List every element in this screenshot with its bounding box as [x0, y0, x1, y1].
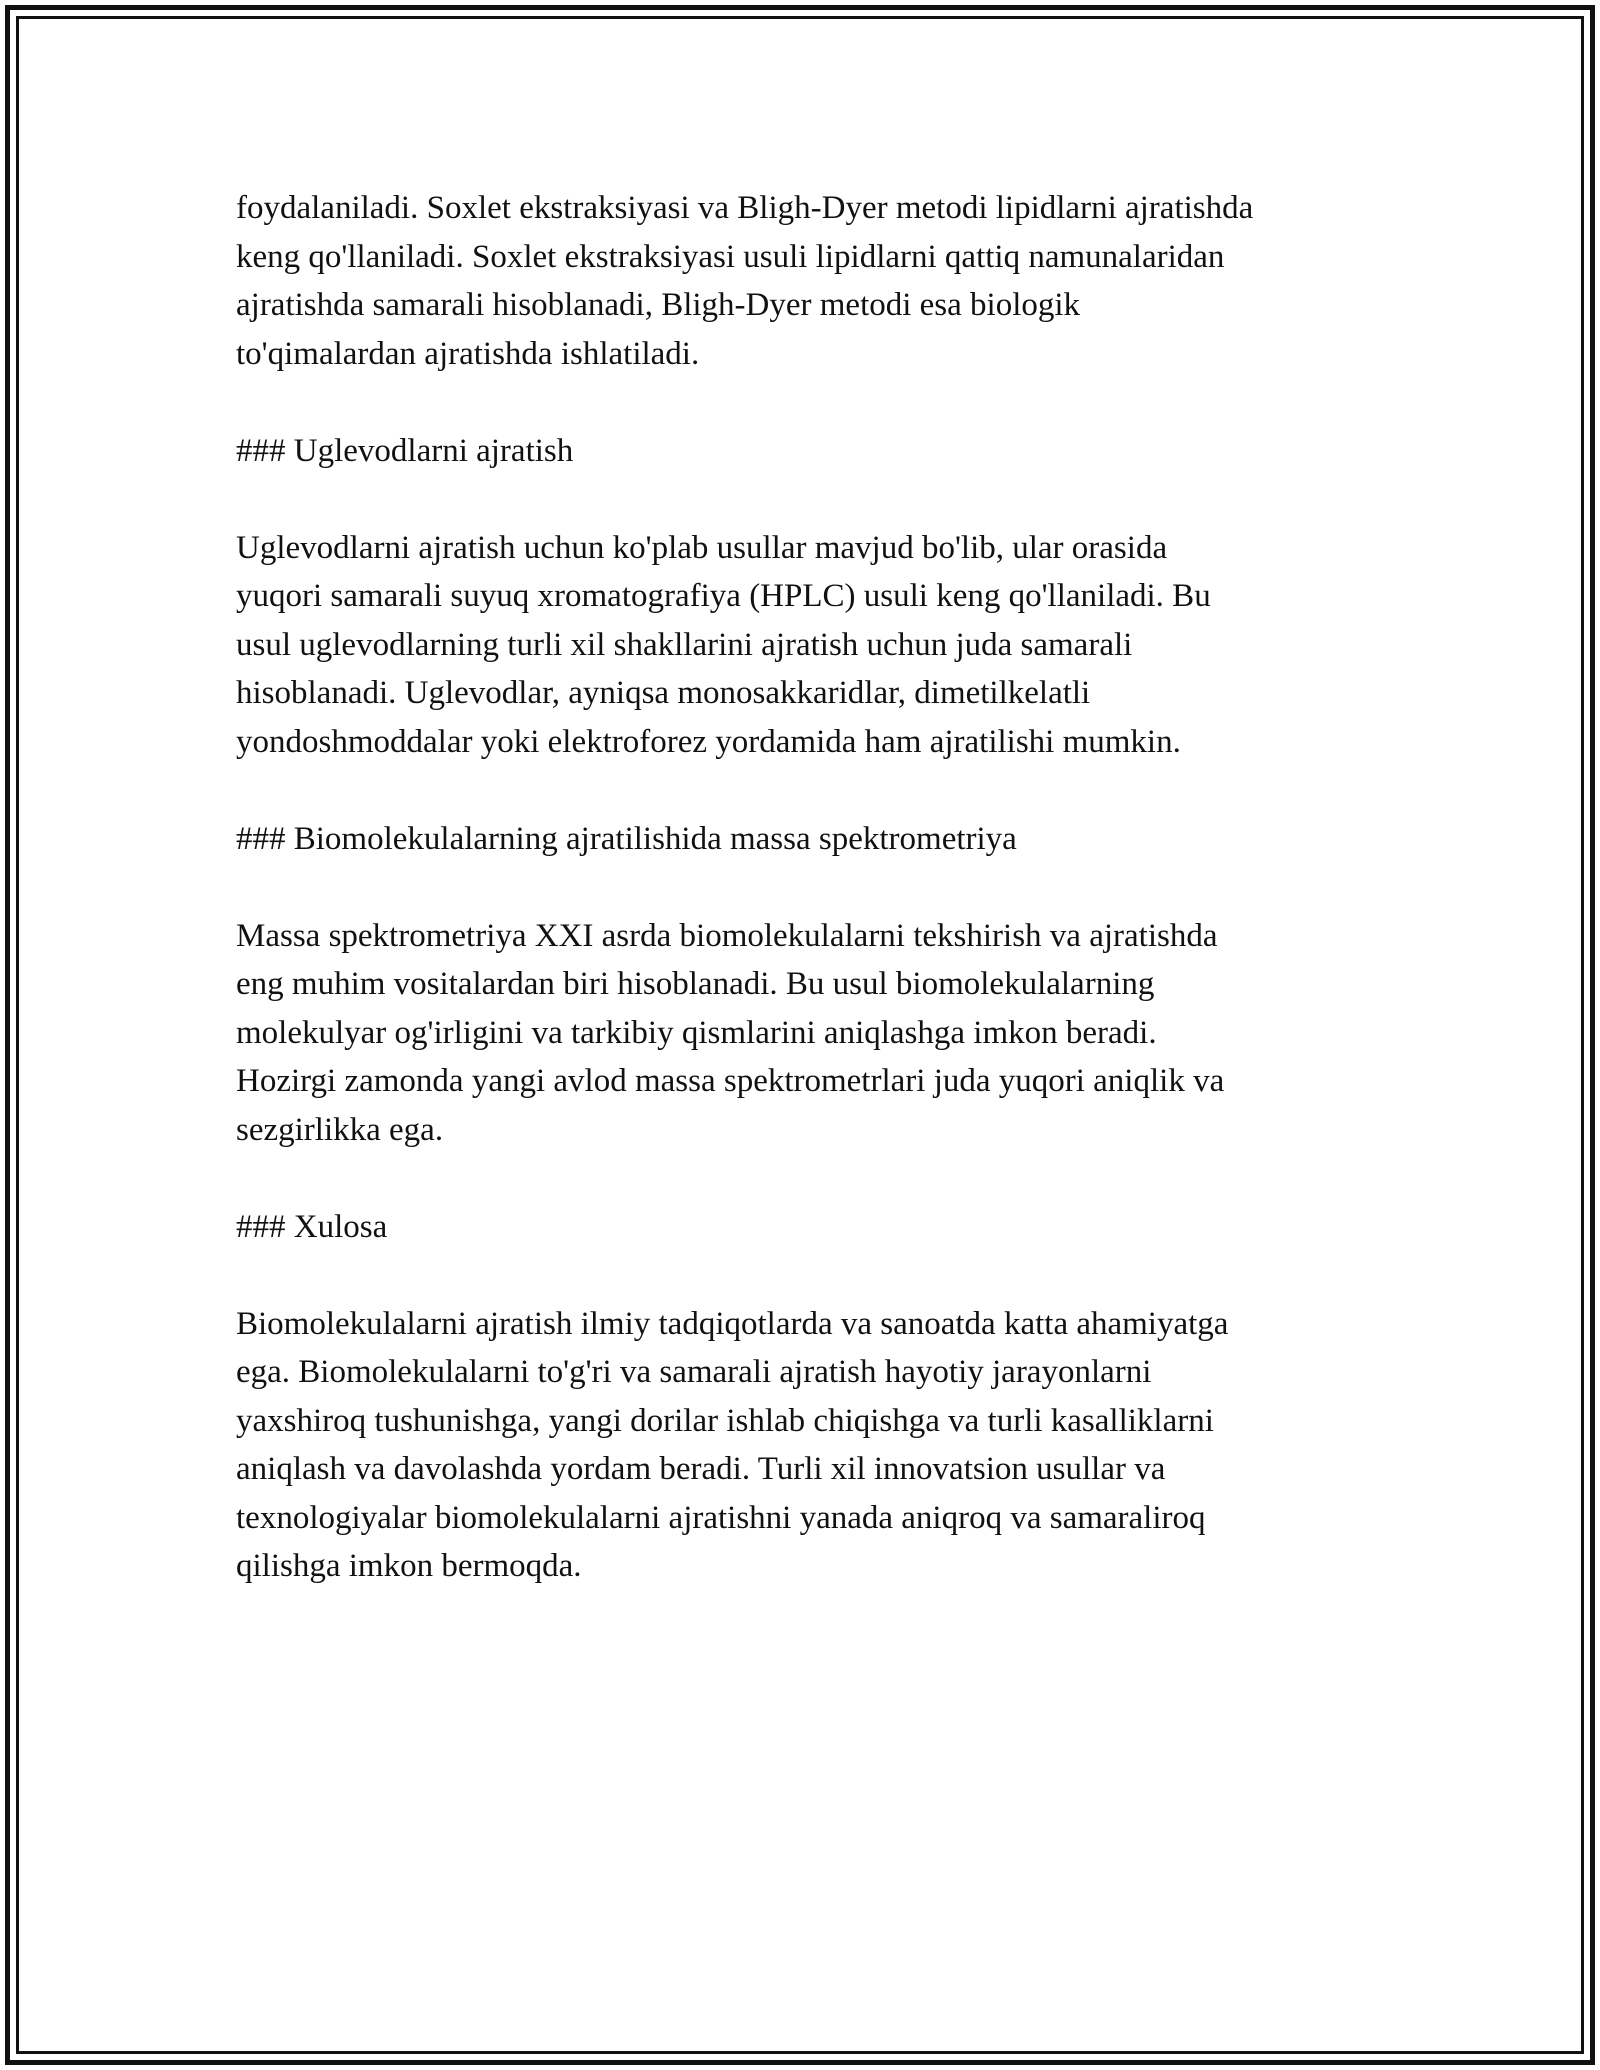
text-line: sezgirlikka ega. — [236, 1111, 444, 1148]
text-line: Massa spektrometriya XXI asrda biomolekulalarni tekshirish va ajratishda — [236, 917, 1218, 954]
text-line: foydalaniladi. Soxlet ekstraksiyasi va Bligh-Dyer metodi lipidlarni ajratishda — [236, 190, 1254, 226]
text-line: yuqori samarali suyuq xromatografiya (HPLC) usuli keng qo'llaniladi. Bu — [236, 578, 1211, 614]
text-line: ajratishda samarali hisoblanadi, Bligh-Dyer metodi esa biologik — [236, 287, 1081, 323]
text-line: to'qimalardan ajratishda ishlatiladi. — [236, 335, 700, 372]
text-line: ega. Biomolekulalarni to'g'ri va samarali ajratish hayotiy jarayonlarni — [236, 1354, 1152, 1390]
text-line: texnologiyalar biomolekulalarni ajratishni yanada aniqroq va samaraliroq — [236, 1499, 1206, 1536]
paragraph-uglevodlar — [236, 524, 1376, 767]
paragraph-lipid-methods — [236, 184, 1376, 378]
heading-text: ### Uglevodlarni ajratish — [236, 432, 574, 469]
text-line: hisoblanadi. Uglevodlar, ayniqsa monosakkaridlar, dimetilkelatli — [236, 675, 1091, 711]
text-line: molekulyar og'irligini va tarkibiy qismlarini aniqlashga imkon beradi. — [236, 1014, 1157, 1051]
text-line: Hozirgi zamonda yangi avlod massa spektrometrlari juda yuqori aniqlik va — [236, 1063, 1225, 1099]
text-line: eng muhim vositalardan biri hisoblanadi. Bu usul biomolekulalarning — [236, 966, 1155, 1002]
text-line: Biomolekulalarni ajratish ilmiy tadqiqotlarda va sanoatda katta ahamiyatga — [236, 1305, 1229, 1342]
text-line: qilishga imkon bermoqda. — [236, 1548, 582, 1584]
paragraph-massa-spektrometriya — [236, 912, 1376, 1155]
paragraph-xulosa — [236, 1300, 1376, 1591]
text-line: Uglevodlarni ajratish uchun ko'plab usullar mavjud bo'lib, ular orasida — [236, 529, 1168, 566]
text-line: keng qo'llaniladi. Soxlet ekstraksiyasi usuli lipidlarni qattiq namunalaridan — [236, 238, 1225, 275]
heading-massa-spektrometriya — [236, 815, 1376, 864]
text-line: aniqlash va davolashda yordam beradi. Turli xil innovatsion usullar va — [236, 1451, 1166, 1487]
heading-uglevodlar — [236, 427, 1376, 476]
document-body — [236, 184, 1376, 1639]
heading-xulosa — [236, 1203, 1376, 1252]
text-line: yaxshiroq tushunishga, yangi dorilar ishlab chiqishga va turli kasalliklarni — [236, 1402, 1214, 1439]
heading-text: ### Xulosa — [236, 1208, 388, 1245]
heading-text: ### Biomolekulalarning ajratilishida massa spektrometriya — [236, 820, 1017, 857]
text-line: yondoshmoddalar yoki elektroforez yordamida ham ajratilishi mumkin. — [236, 723, 1181, 760]
text-line: usul uglevodlarning turli xil shakllarini ajratish uchun juda samarali — [236, 626, 1133, 663]
